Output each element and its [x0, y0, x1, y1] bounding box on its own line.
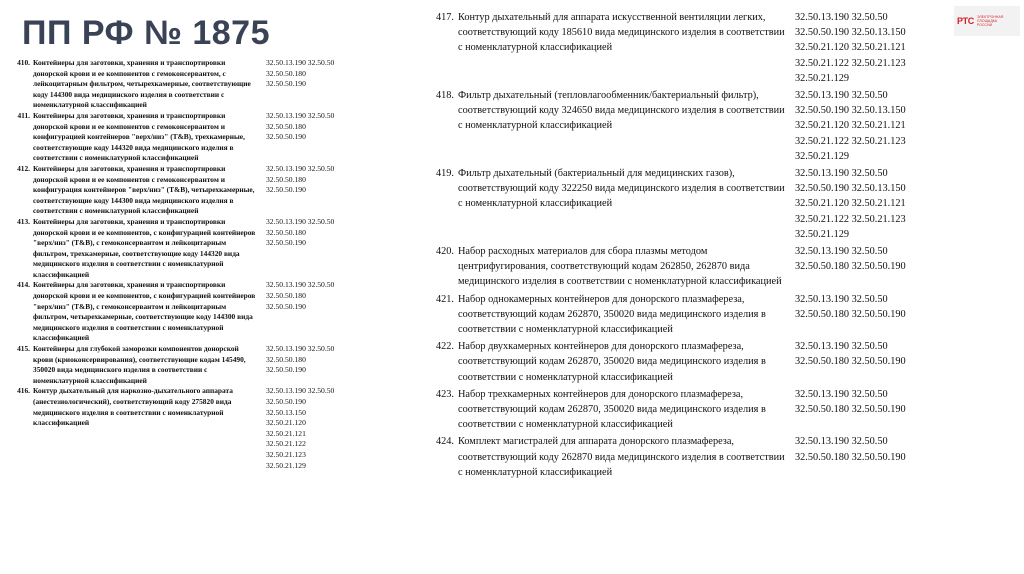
item-okpd-codes [258, 386, 420, 471]
okpd-code-line: 32.50.13.190 32.50.50 [266, 344, 335, 354]
item-number: 417. [435, 12, 454, 23]
okpd-code-line: 32.50.13.190 32.50.50 [266, 386, 335, 396]
left-column [0, 58, 420, 574]
okpd-code-line: 32.50.13.190 32.50.50 [795, 246, 888, 258]
item-okpd-codes [788, 244, 1024, 274]
okpd-code-line: 32.50.21.122 32.50.21.123 [795, 213, 906, 225]
item-number: 412. [17, 163, 30, 173]
right-column [420, 10, 1024, 574]
okpd-code-line: 32.50.50.180 32.50.50.190 [795, 356, 906, 368]
item-description: Контейнеры для заготовки, хранения и транспортировки донорской крови и ее компонентов с гемоконсервантом, с лейкоцитарным фильтром, четырехкамерные, соответствующие коду 144300 вида медицинского изделия в соответствии с номенклатурной классификацией [33, 58, 251, 110]
okpd-code-line: 32.50.21.122 32.50.21.123 [795, 57, 906, 69]
item-description: Контейнеры для заготовки, хранения и транспортировки донорской крови и ее компонентов, с конфигурацией контейнеров "верх/низ" (T&B), с гемоконсервантом и лейкоцитарным фильтром, трехкамерные, соответствующие коду 144320 вида медицинского изделия в соответствии с номенклатурной классификацией [33, 216, 256, 279]
okpd-code-line: 32.50.21.122 32.50.21.123 [795, 135, 906, 147]
okpd-code-line: 32.50.13.190 32.50.50 [795, 12, 888, 23]
okpd-code-line: 32.50.50.190 [266, 397, 306, 406]
item-number: 420. [435, 246, 454, 258]
item-number: 418. [435, 90, 454, 102]
item-number: 415. [17, 344, 30, 354]
item-number: 423. [435, 388, 454, 400]
logo-tagline-line1: ЭЛЕКТРОННАЯ [976, 14, 1004, 19]
okpd-code-line: 32.50.13.150 [266, 407, 306, 417]
item-number: 422. [435, 341, 454, 353]
item-okpd-codes [258, 111, 420, 143]
list-item [0, 280, 420, 344]
okpd-code-line: 32.50.50.190 [266, 365, 306, 375]
okpd-code-line: 32.50.21.120 32.50.21.121 [795, 120, 906, 132]
okpd-code-line: 32.50.21.123 [266, 449, 306, 459]
list-item [0, 386, 420, 471]
item-number: 413. [17, 216, 30, 226]
list-item [420, 88, 1024, 164]
item-okpd-codes [258, 217, 420, 249]
item-number: 410. [17, 58, 30, 67]
item-description: Набор однокамерных контейнеров для донорского плазмафереза, соответствующий кодам 262870, 350020 вида медицинского изделия в соответствии с номенклатурной классификацией [458, 293, 766, 336]
item-okpd-codes [258, 164, 420, 196]
okpd-code-line: 32.50.13.190 32.50.50 [795, 436, 888, 448]
okpd-code-line: 32.50.21.121 [266, 428, 306, 438]
okpd-code-line: 32.50.50.190 [266, 301, 306, 311]
okpd-code-line: 32.50.50.180 [266, 291, 306, 301]
item-description: Набор расходных материалов для сбора плазмы методом центрифугирования, соответствующий кодам 262850, 262870 вида медицинского изделия в соответствии с номенклатурной классификацией [458, 246, 782, 288]
okpd-code-line: 32.50.21.120 32.50.21.121 [795, 42, 906, 54]
okpd-code-line: 32.50.50.190 32.50.13.150 [795, 105, 906, 117]
item-okpd-codes [788, 166, 1024, 242]
item-number: 416. [17, 386, 30, 396]
item-number: 419. [435, 168, 454, 180]
okpd-code-line: 32.50.50.190 32.50.13.150 [795, 183, 906, 195]
page-title: ПП РФ № 1875 [22, 14, 271, 52]
okpd-code-line: 32.50.13.190 32.50.50 [266, 280, 335, 290]
okpd-code-line: 32.50.21.129 [795, 150, 850, 162]
logo-tagline-line2: ПЛОЩАДКА [976, 18, 998, 23]
item-description: Контейнеры для заготовки, хранения и транспортировки донорской крови и ее компонентов с гемоконсервантом и конфигурация контейнеров "верх/низ" (T&B), четырехкамерные, соответствующие коду 144300 вида медицинского изделия в соответствии с номенклатурной классификацией [33, 163, 255, 216]
item-description: Комплект магистралей для аппарата донорского плазмафереза, соответствующий коду 262870 вида медицинского изделия в соответствии с номенклатурной классификацией [458, 436, 785, 478]
item-okpd-codes [788, 387, 1024, 417]
okpd-code-line: 32.50.21.120 32.50.21.121 [795, 198, 906, 210]
item-okpd-codes [788, 339, 1024, 369]
item-number: 424. [435, 436, 454, 448]
okpd-code-line: 32.50.50.180 [266, 68, 306, 78]
item-description: Контур дыхательный для наркозно-дыхательного аппарата (анестезиологический), соответствующий коду 275820 вида медицинского изделия в соответствии с номенклатурной классификацией [33, 386, 233, 428]
okpd-code-line: 32.50.13.190 32.50.50 [266, 58, 335, 67]
okpd-code-line: 32.50.13.190 32.50.50 [795, 388, 888, 400]
item-description: Контейнеры для глубокой заморозки компонентов донорской крови (криоконсервирования), соответствующие кодам 145490, 350020 вида медицинского изделия в соответствии с номенклатурной классификацией [33, 344, 246, 385]
okpd-code-line: 32.50.21.120 [266, 418, 306, 428]
okpd-code-line: 32.50.21.129 [266, 460, 306, 470]
list-item [420, 10, 1024, 86]
okpd-code-line: 32.50.50.180 [266, 121, 306, 131]
list-item [0, 344, 420, 386]
item-number: 411. [17, 110, 30, 120]
item-okpd-codes [788, 292, 1024, 322]
item-okpd-codes [258, 344, 420, 376]
item-description: Контейнеры для заготовки, хранения и транспортировки донорской крови и ее компонентов с гемоконсервантом и конфигурацией контейнеров "верх/низ" (T&B), трехкамерные, соответствующие коду 144320 вида медицинского изделия в соответствии с номенклатурной классификацией [33, 110, 245, 163]
item-description: Контейнеры для заготовки, хранения и транспортировки донорской крови и ее компонентов, с конфигурацией контейнеров "верх/низ" (T&B), с гемоконсервантом и лейкоцитарным фильтром, четырехкамерные, соответствующие коду 144300 вида медицинского изделия в соответствии с номенклатурной классификацией [33, 280, 256, 343]
okpd-code-line: 32.50.50.180 [266, 354, 306, 364]
list-item [420, 244, 1024, 290]
list-item [0, 164, 420, 217]
list-item [0, 217, 420, 281]
item-okpd-codes [258, 280, 420, 312]
item-description: Фильтр дыхательный (бактериальный для медицинских газов), соответствующий коду 322250 вида медицинского изделия в соответствии с номенклатурной классификацией [458, 168, 785, 210]
list-item [420, 387, 1024, 433]
list-item [420, 434, 1024, 480]
item-number: 414. [17, 280, 30, 290]
item-okpd-codes [788, 10, 1024, 86]
okpd-code-line: 32.50.13.190 32.50.50 [266, 163, 335, 173]
item-description: Набор двухкамерных контейнеров для донорского плазмафереза, соответствующий кодам 262870, 350020 вида медицинского изделия в соответствии с номенклатурной классификацией [458, 341, 766, 383]
okpd-code-line: 32.50.13.190 32.50.50 [795, 168, 888, 180]
list-item [420, 292, 1024, 338]
okpd-code-line: 32.50.50.180 32.50.50.190 [795, 404, 906, 416]
okpd-code-line: 32.50.50.180 [266, 227, 306, 237]
okpd-code-line: 32.50.13.190 32.50.50 [266, 110, 335, 120]
item-description: Контур дыхательный для аппарата искусственной вентиляции легких, соответствующий коду 185610 вида медицинского изделия в соответствии с номенклатурной классификацией [458, 12, 785, 54]
okpd-code-line: 32.50.50.190 [266, 238, 306, 248]
okpd-code-line: 32.50.13.190 32.50.50 [266, 216, 335, 226]
okpd-code-line: 32.50.13.190 32.50.50 [795, 293, 888, 305]
item-okpd-codes [258, 58, 420, 90]
logo-tagline-line3: РОССИИ [976, 23, 993, 28]
list-item [0, 58, 420, 111]
okpd-code-line: 32.50.13.190 32.50.50 [795, 90, 888, 102]
okpd-code-line: 32.50.50.190 [266, 185, 306, 195]
item-okpd-codes [788, 434, 1024, 464]
okpd-code-line: 32.50.21.129 [795, 228, 850, 240]
list-item [420, 339, 1024, 385]
okpd-code-line: 32.50.50.180 32.50.50.190 [795, 261, 906, 273]
list-item [0, 111, 420, 164]
item-description: Набор трехкамерных контейнеров для донорского плазмафереза, соответствующий кодам 262870, 350020 вида медицинского изделия в соответствии с номенклатурной классификацией [458, 388, 766, 431]
item-description: Фильтр дыхательный (тепловлагообменник/бактериальный фильтр), соответствующий коду 324650 вида медицинского изделия в соответствии с номенклатурной классификацией [458, 90, 785, 132]
okpd-code-line: 32.50.50.180 32.50.50.190 [795, 308, 906, 320]
list-item [420, 166, 1024, 242]
okpd-code-line: 32.50.50.180 32.50.50.190 [795, 451, 906, 463]
okpd-code-line: 32.50.13.190 32.50.50 [795, 341, 888, 353]
okpd-code-line: 32.50.21.122 [266, 439, 306, 449]
logo-mark-text: РТС [957, 15, 974, 26]
item-okpd-codes [788, 88, 1024, 164]
item-number: 421. [435, 293, 454, 305]
okpd-code-line: 32.50.21.129 [795, 72, 850, 84]
okpd-code-line: 32.50.50.180 [266, 174, 306, 184]
okpd-code-line: 32.50.50.190 [266, 132, 306, 142]
okpd-code-line: 32.50.50.190 [266, 79, 306, 89]
okpd-code-line: 32.50.50.190 32.50.13.150 [795, 27, 906, 39]
